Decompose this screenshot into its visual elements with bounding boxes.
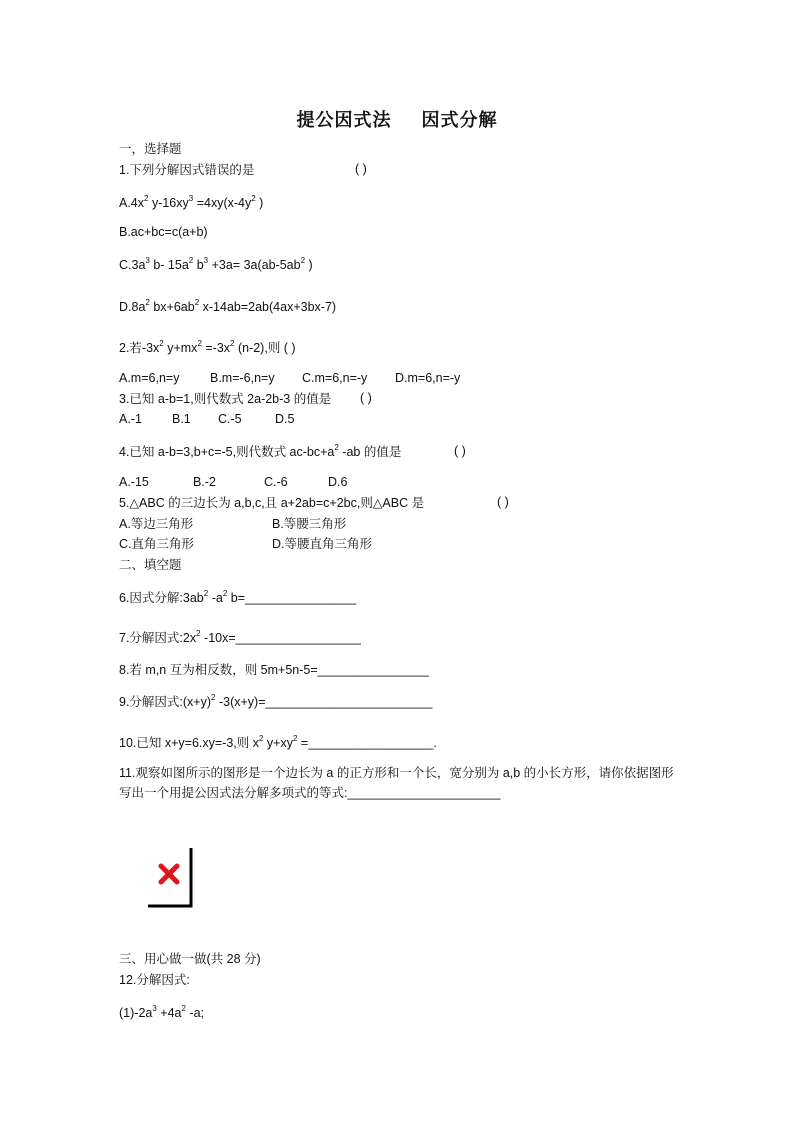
- question-8: 8.若 m,n 互为相反数，则 5m+5n-5=________________: [119, 663, 429, 677]
- option-1c: $C.3a^3$ b- $15a^2$ $b^3 +3a= 3a(ab-5ab^2$ ): [119, 256, 313, 272]
- option-3a: A.-1: [119, 412, 142, 426]
- answer-paren-4: ( ): [454, 444, 466, 458]
- answer-paren-5: ( ): [497, 495, 509, 509]
- option-3c: C.-5: [218, 412, 242, 426]
- question-6: 6.因式分解$:3ab^2$ $-a^2$ b=________________: [119, 589, 357, 605]
- option-1a: $A.4x^2$ $y-16xy^3 =4xy(x-4y^2$ ): [119, 194, 264, 210]
- option-4c: C.-6: [264, 475, 288, 489]
- broken-image-icon: [161, 866, 177, 882]
- question-3: 3.已知 a-b=1,则代数式 2a-2b-3 的值是: [119, 392, 332, 406]
- section-heading-solve: 三、用心做一做(共 28 分): [119, 952, 261, 966]
- question-9: 9.分解因式$:(x+y)^2$ -3(x+y)=________________________: [119, 693, 433, 709]
- option-5c: C.直角三角形: [119, 537, 195, 551]
- question-5: 5.△ABC 的三边长为 a,b,c,且 a+2ab=c+2bc,则△ABC 是: [119, 496, 425, 510]
- question-7: 7.分解因式$:2x^2$ -10x=__________________: [119, 629, 361, 645]
- option-1b: B.ac+bc=c(a+b): [119, 225, 208, 239]
- question-11: 11.观察如图所示的图形是一个边长为 a 的正方形和一个长，宽分别为 a,b 的小长方形，请你依据图形写出一个用提公因式法分解多项式的等式:______________________: [119, 766, 674, 800]
- question-2: 2.若$-3x^2$ $y+mx^2 =-3x^2$ (n-2),则 ( ): [119, 339, 296, 355]
- option-5a: A.等边三角形: [119, 517, 194, 531]
- question-1: 1.下列分解因式错误的是: [119, 163, 255, 177]
- option-4b: B.-2: [193, 475, 216, 489]
- option-3d: D.5: [275, 412, 295, 426]
- option-5b: B.等腰三角形: [272, 517, 347, 531]
- option-2d: D.m=6,n=-y: [395, 371, 461, 385]
- option-4d: D.6: [328, 475, 348, 489]
- question-10: 10.已知 x+y=6.xy=-3,则 $x^2$ $y+xy^2$ =__________________.: [119, 734, 437, 750]
- question-4: 4.已知 a-b=3,b+c=-5,则代数式 $ac-bc+a^2$ -ab 的值是: [119, 443, 402, 459]
- question-12: 12.分解因式:: [119, 973, 190, 987]
- section-heading-choice: 一，选择题: [119, 142, 182, 156]
- broken-image-placeholder: [146, 846, 194, 910]
- option-5d: D.等腰直角三角形: [272, 537, 373, 551]
- question-12-1: $(1)-2a^3 +4a^2$ -a;: [119, 1004, 204, 1020]
- answer-paren-3: ( ): [360, 391, 372, 405]
- section-heading-fill: 二、填空题: [119, 558, 182, 572]
- option-2a: A.m=6,n=y: [119, 371, 180, 385]
- option-2b: B.m=-6,n=y: [210, 371, 275, 385]
- answer-paren-1: ( ): [355, 162, 367, 176]
- option-1d: $D.8a^2$ $bx+6ab^2$ x-14ab=2ab(4ax+3bx-7): [119, 298, 337, 314]
- page-title: 提公因式法 因式分解: [296, 110, 498, 130]
- option-2c: C.m=6,n=-y: [302, 371, 368, 385]
- option-4a: A.-15: [119, 475, 149, 489]
- option-3b: B.1: [172, 412, 191, 426]
